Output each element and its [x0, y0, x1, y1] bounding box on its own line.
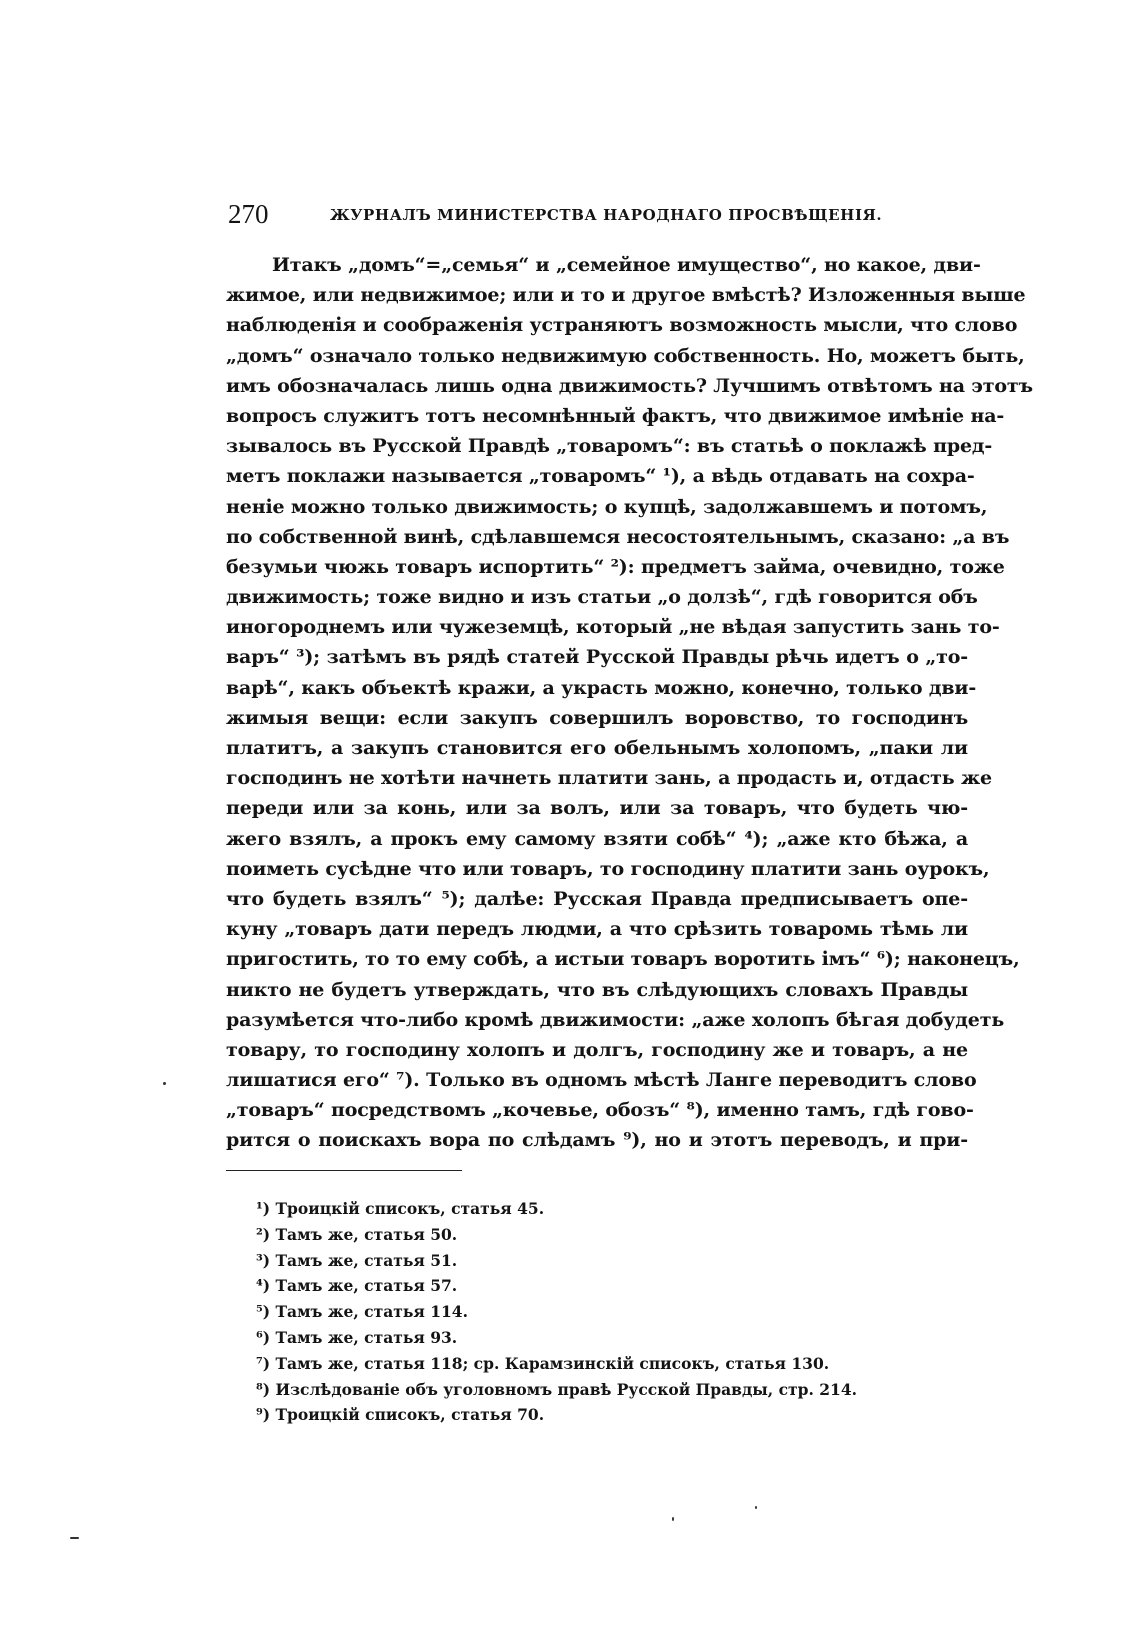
text-line: вопросъ служитъ тотъ несомнѣнный фактъ, что движимое имѣніе на- — [226, 404, 1005, 427]
text-line: Итакъ „домъ“=„семья“ и „семейное имущество“, но какое, дви- — [272, 254, 981, 276]
text-line: метъ поклажи называется „товаромъ“ ¹), а вѣдь отдавать на сохра- — [226, 465, 975, 488]
text-line: лишатися его“ ⁷). Только въ одномъ мѣстѣ Ланге переводитъ слово — [226, 1069, 977, 1092]
page-number: 270 — [228, 199, 269, 229]
text-line: что будеть взялъ“ ⁵); далѣе: Русская Правда предписываетъ опе- — [226, 887, 968, 910]
footnote: ⁶) Тамъ же, статья 93. — [256, 1327, 458, 1347]
footnote: ⁴) Тамъ же, статья 57. — [256, 1276, 458, 1296]
text-line: жего взялъ, а прокъ ему самому взяти собѣ“ ⁴); „аже кто бѣжа, а — [226, 827, 968, 850]
scan-speck — [163, 1082, 166, 1085]
text-line: куну „товаръ дати передъ людми, а что срѣзить товаромь тѣмь ли — [226, 918, 968, 941]
footnote-separator — [226, 1170, 462, 1171]
text-line: никто не будетъ утверждать, что въ слѣдующихъ словахъ Правды — [226, 978, 968, 1001]
footnotes — [256, 1196, 956, 1428]
scan-speck — [70, 1537, 79, 1539]
running-title: ЖУРНАЛЪ МИНИСТЕРСТВА НАРОДНАГО ПРОСВѢЩЕНІЯ. — [330, 206, 883, 224]
text-line: переди или за конь, или за волъ, или за товаръ, что будеть чю- — [226, 797, 968, 820]
text-line: жимыя вещи: если закупъ совершилъ воровство, то господинъ — [226, 706, 968, 729]
text-line: господинъ не хотѣти начнеть платити зань, а продасть и, отдасть же — [226, 767, 992, 790]
footnote: ¹) Троицкій списокъ, статья 45. — [256, 1199, 545, 1218]
scan-speck — [672, 1517, 674, 1521]
text-line: варъ“ ³); затѣмъ въ рядѣ статей Русской Правды рѣчь идетъ о „то- — [226, 646, 968, 669]
footnote: ⁷) Тамъ же, статья 118; ср. Карамзинскій списокъ, статья 130. — [256, 1353, 830, 1373]
footnote: ⁹) Троицкій списокъ, статья 70. — [256, 1405, 545, 1425]
text-line: рится о поискахъ вора по слѣдамъ ⁹), но и этотъ переводъ, и при- — [226, 1129, 968, 1152]
text-line: „товаръ“ посредствомъ „кочевье, обозъ“ ⁸), именно тамъ, гдѣ гово- — [226, 1099, 974, 1122]
text-line: разумѣется что-либо кромѣ движимости: „аже холопъ бѣгая добудеть — [226, 1008, 1005, 1031]
text-line: движимость; тоже видно и изъ статьи „о долзѣ“, гдѣ говорится объ — [226, 586, 978, 609]
scan-speck — [755, 1506, 757, 1509]
text-line: варѣ“, какъ объектѣ кражи, а украсть можно, конечно, только дви- — [226, 676, 977, 699]
text-line: „домъ“ означало только недвижимую собственность. Но, можетъ быть, — [226, 344, 1025, 367]
text-line: пригостить, то то ему собѣ, а истыи товаръ воротить імъ“ ⁶); наконецъ, — [226, 948, 1020, 971]
text-line: платитъ, а закупъ становится его обельнымъ холопомъ, „паки ли — [226, 737, 968, 759]
text-line: безумьи чюжь товаръ испортить“ ²): предметъ займа, очевидно, тоже — [226, 555, 1005, 578]
footnote: ⁵) Тамъ же, статья 114. — [256, 1302, 468, 1322]
footnote: ²) Тамъ же, статья 50. — [256, 1224, 458, 1244]
text-line: жимое, или недвижимое; или и то и другое вмѣстѣ? Изложенныя выше — [226, 284, 1026, 307]
text-line: товару, то господину холопъ и долгъ, господину же и товаръ, а не — [226, 1038, 968, 1061]
text-line: иногороднемъ или чужеземцѣ, который „не вѣдая запустить зань то- — [226, 616, 1000, 639]
text-line: по собственной винѣ, сдѣлавшемся несостоятельнымъ, сказано: „а въ — [226, 525, 1010, 548]
text-line: наблюденія и соображенія устраняютъ возможность мысли, что слово — [226, 314, 1018, 337]
text-line: зывалось въ Русской Правдѣ „товаромъ“: въ статьѣ о поклажѣ пред- — [226, 435, 993, 458]
text-line: поиметь сусѣдне что или товаръ, то господину платити зань оурокъ, — [226, 857, 990, 880]
page-header — [228, 196, 968, 232]
footnote: ⁸) Изслѣдованіе объ уголовномъ правѣ Русской Правды, стр. 214. — [256, 1379, 858, 1399]
text-line: имъ обозначалась лишь одна движимость? Лучшимъ отвѣтомъ на этотъ — [226, 374, 1033, 397]
body-text — [226, 250, 1033, 1156]
footnote: ³) Тамъ же, статья 51. — [256, 1250, 458, 1270]
text-line: неніе можно только движимость; о купцѣ, задолжавшемъ и потомъ, — [226, 495, 988, 518]
